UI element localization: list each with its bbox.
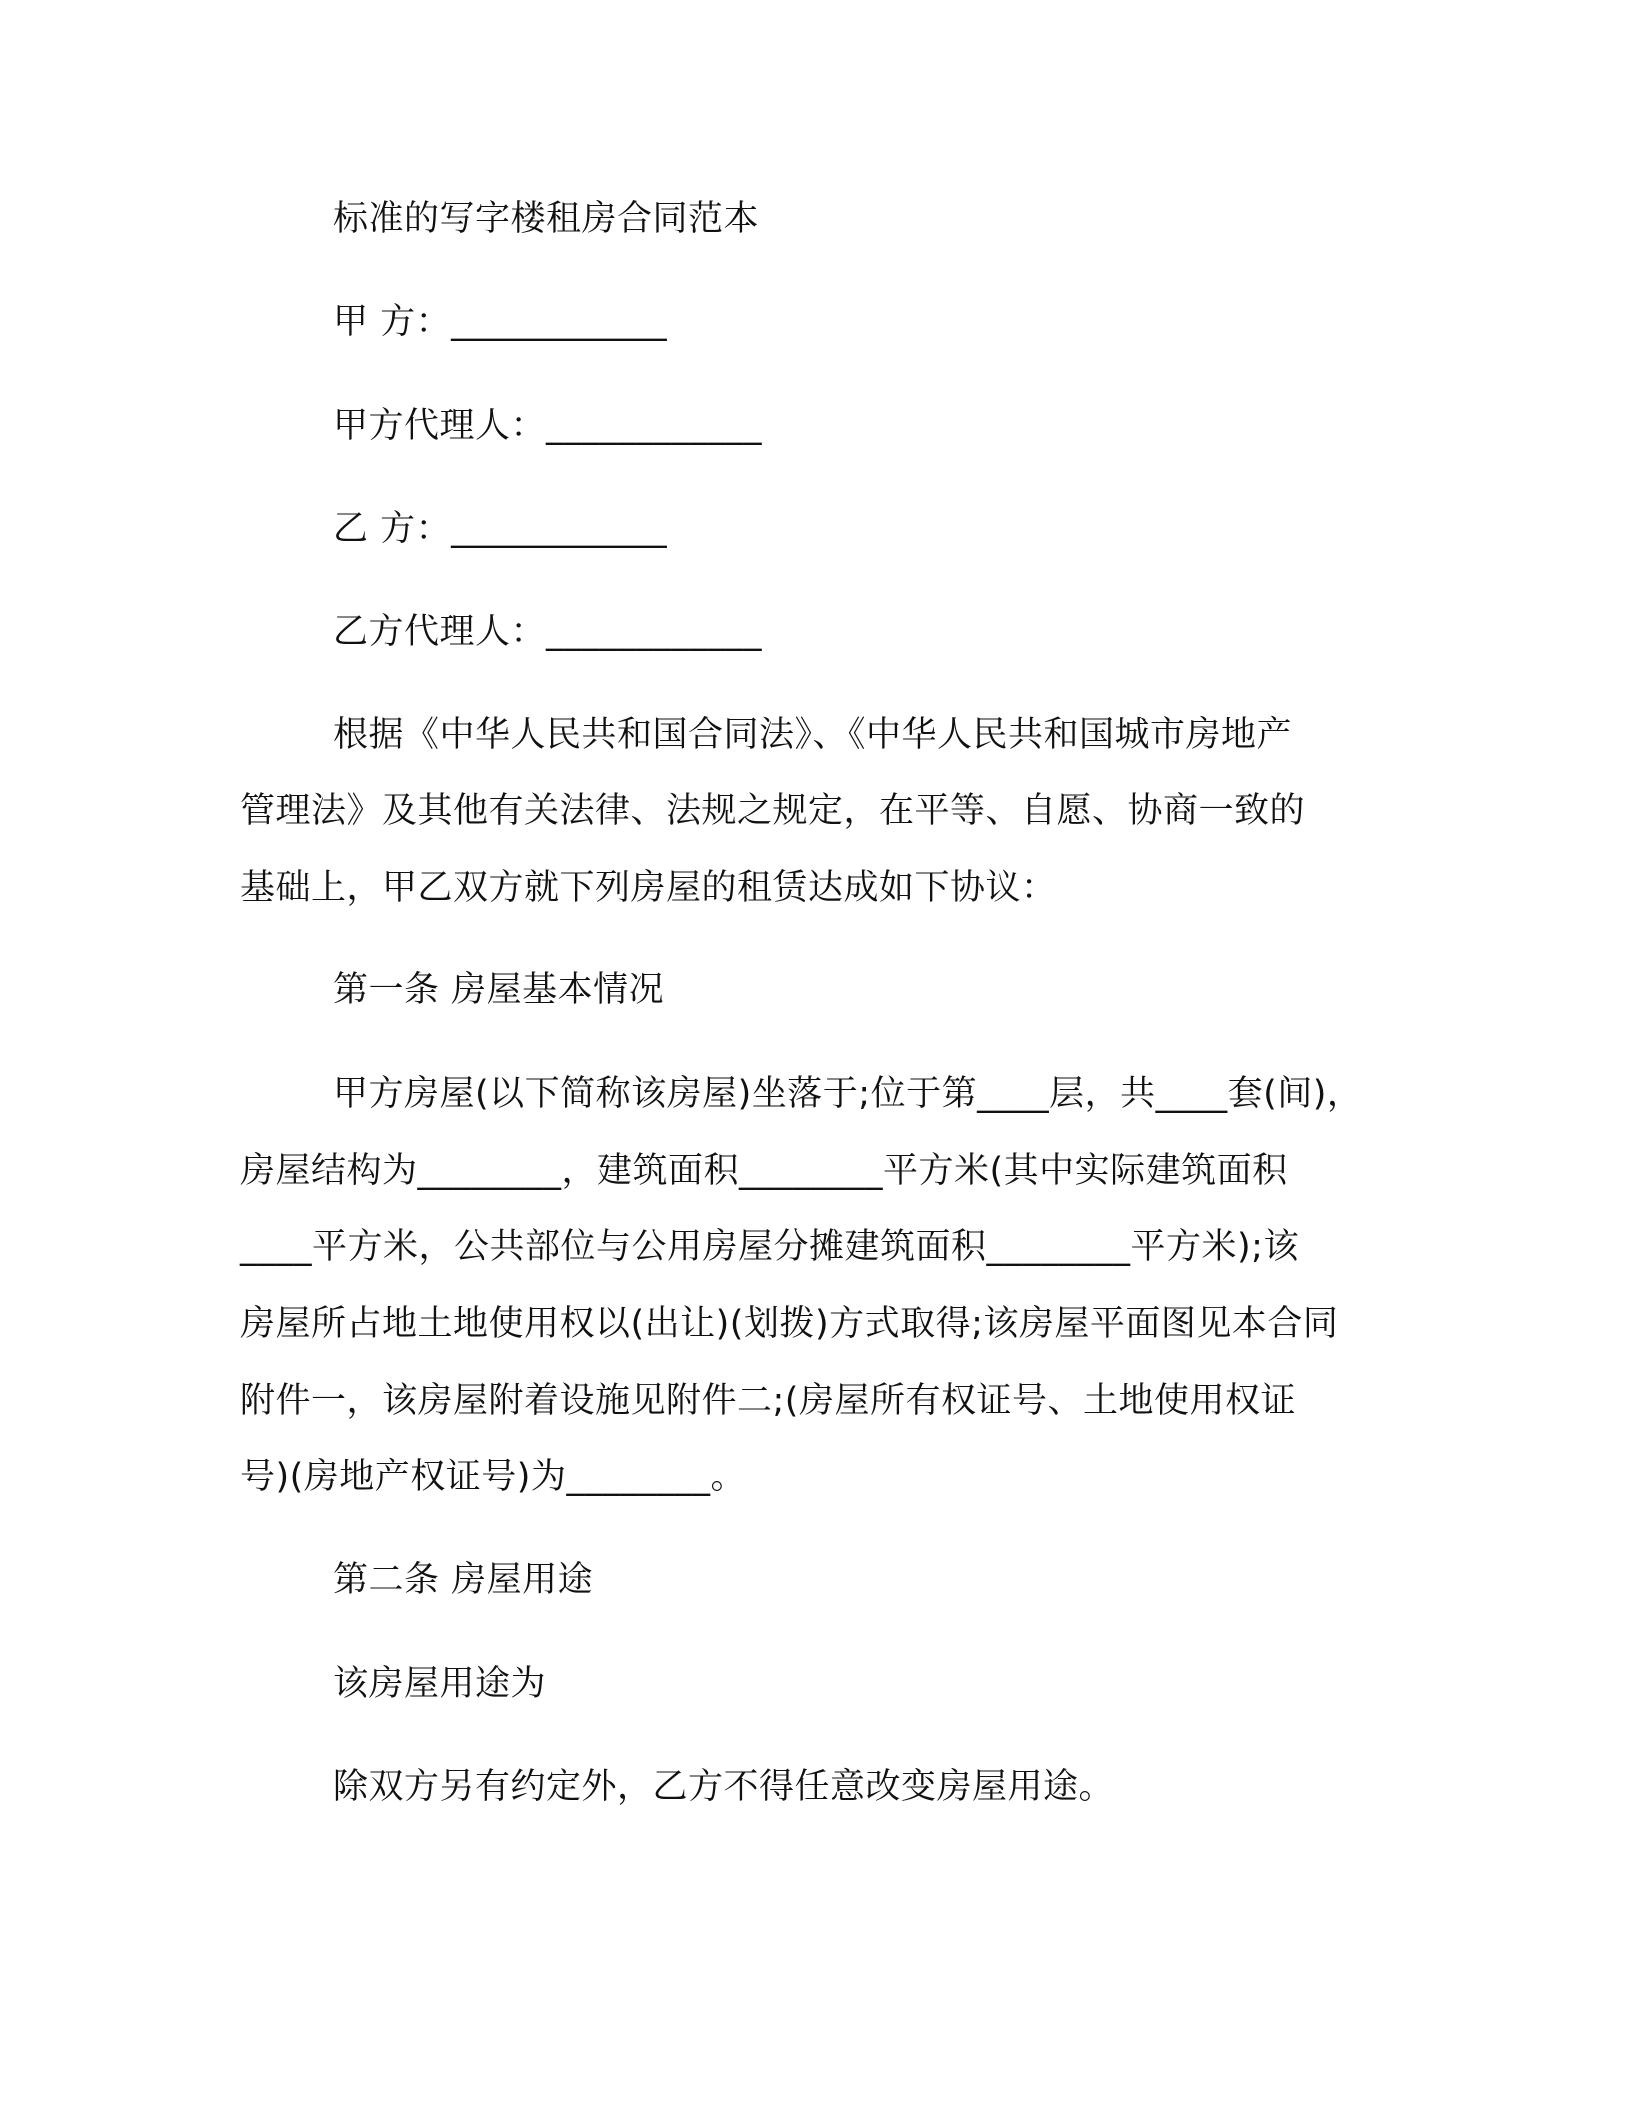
article-1-line-4: 房屋所占地土地使用权以(出让)(划拨)方式取得;该房屋平面图见本合同 — [240, 1304, 1339, 1344]
article-1-heading: 第一条 房屋基本情况 — [333, 970, 665, 1010]
article-2-usage: 该房屋用途为 — [333, 1664, 547, 1704]
party-b-field: 乙 方：____________ — [333, 509, 668, 549]
article-1-line-2: 房屋结构为________，建筑面积________平方米(其中实际建筑面积 — [240, 1151, 1288, 1191]
party-a-agent-field: 甲方代理人：____________ — [333, 406, 763, 446]
preamble-line-2: 管理法》及其他有关法律、法规之规定，在平等、自愿、协商一致的 — [240, 791, 1306, 831]
article-1-line-1: 甲方房屋(以下简称该房屋)坐落于;位于第____层，共____套(间)， — [333, 1074, 1363, 1114]
article-1-line-3: ____平方米，公共部位与公用房屋分摊建筑面积________平方米);该 — [240, 1227, 1299, 1267]
party-a-field: 甲 方：____________ — [333, 302, 668, 342]
preamble-line-1: 根据《中华人民共和国合同法》、《中华人民共和国城市房地产 — [333, 715, 1293, 755]
article-1-line-5: 附件一，该房屋附着设施见附件二;(房屋所有权证号、土地使用权证 — [240, 1381, 1296, 1421]
article-1-line-6: 号)(房地产权证号)为________。 — [240, 1457, 746, 1497]
article-2-restriction: 除双方另有约定外，乙方不得任意改变房屋用途。 — [333, 1767, 1115, 1807]
preamble-line-3: 基础上，甲乙双方就下列房屋的租赁达成如下协议： — [240, 868, 1057, 908]
article-2-heading: 第二条 房屋用途 — [333, 1560, 594, 1600]
party-b-agent-field: 乙方代理人：____________ — [333, 612, 763, 652]
document-title: 标准的写字楼租房合同范本 — [333, 199, 760, 239]
